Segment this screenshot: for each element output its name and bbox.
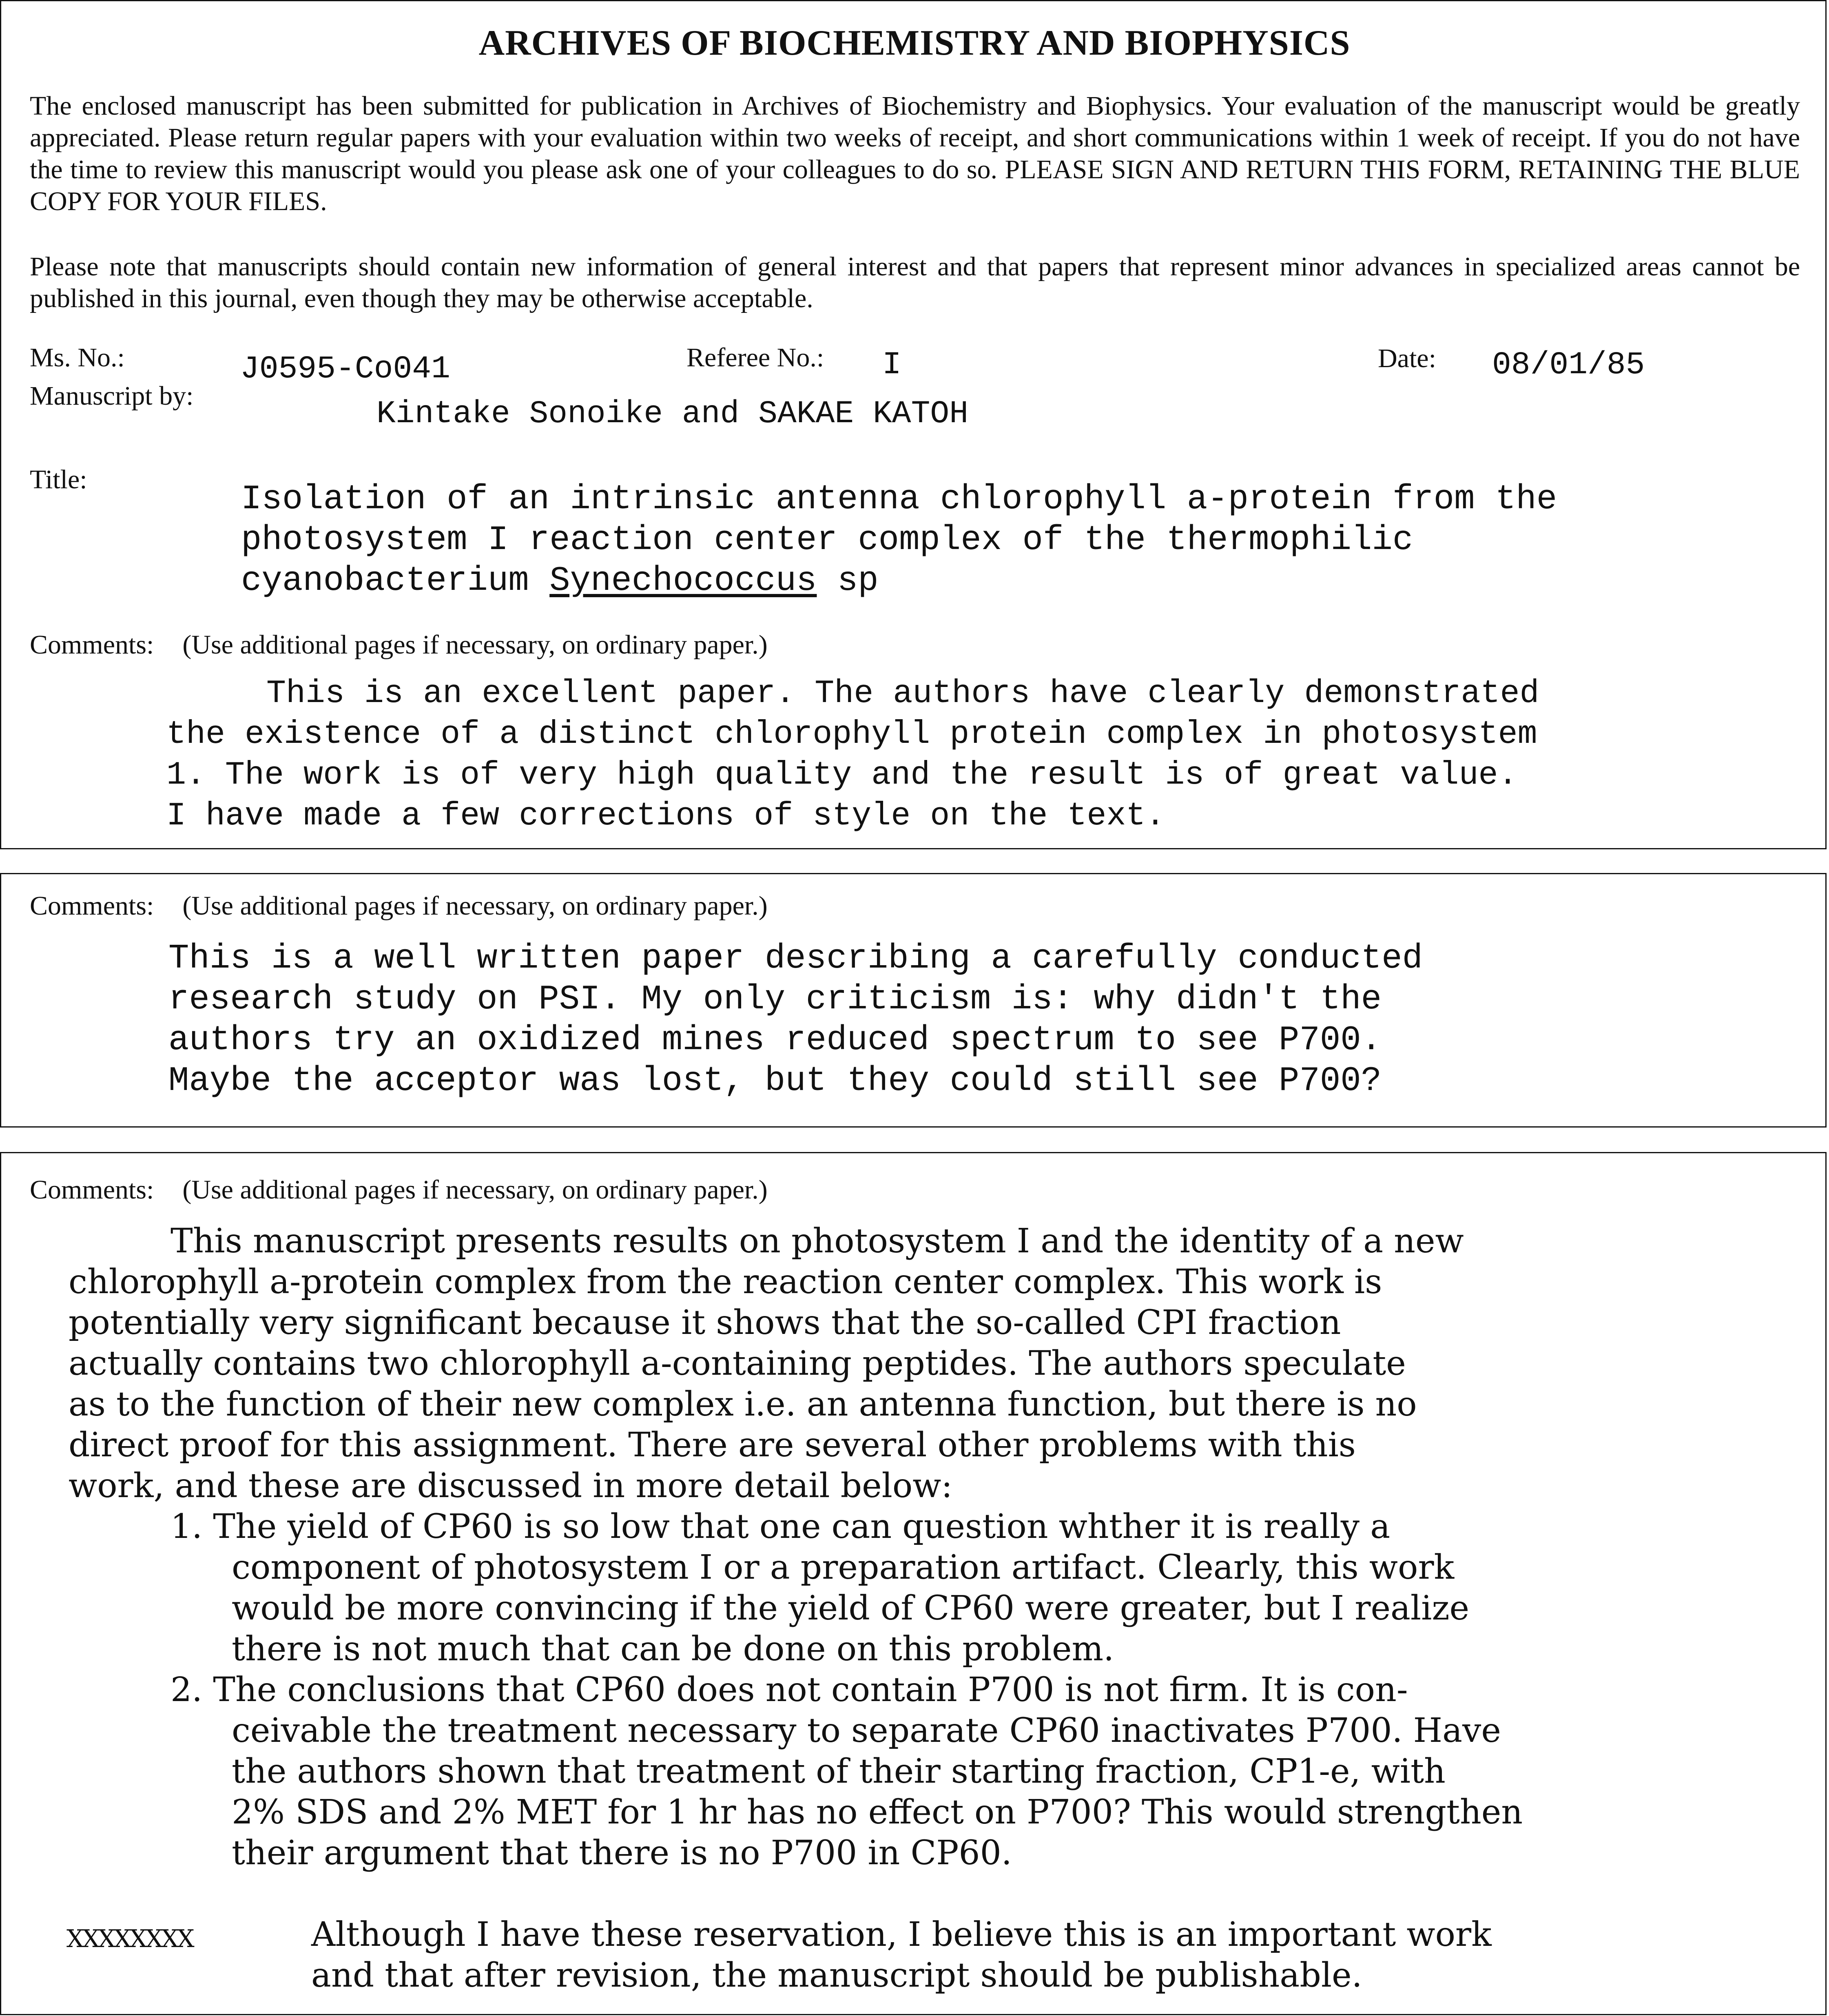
review-3-line: This manuscript presents results on photosystem I and the identity of a new (170, 1222, 1464, 1261)
ms-no-label: Ms. No.: (30, 343, 125, 372)
instructions-paragraph: The enclosed manuscript has been submitted for publication in Archives of Biochemistry and Biophysics. Your evaluation of the manuscript would be greatly appreciated. Please return regular papers with your evaluation within two weeks of receipt, and short communications within 1 week of receipt. If you do not have the time to review this manuscript would you please ask one of your colleagues to do so. PLEASE SIGN AND RETURN THIS FORM, RETAINING THE BLUE COPY FOR YOUR FILES. (30, 91, 1800, 216)
comments-hint: (Use additional pages if necessary, on ordinary paper.) (182, 891, 768, 921)
review-3-line: chlorophyll a-protein complex from the reaction center complex. This work is (69, 1263, 1382, 1301)
comments-hint: (Use additional pages if necessary, on ordinary paper.) (182, 1175, 768, 1205)
review-form-box (0, 0, 1827, 849)
review-3-line: direct proof for this assignment. There are several other problems with this (69, 1426, 1356, 1464)
manuscript-title (241, 479, 1557, 602)
comments-header-1 (30, 629, 768, 660)
review-3-line: ceivable the treatment necessary to separate CP60 inactivates P700. Have (232, 1711, 1501, 1750)
comments-hint: (Use additional pages if necessary, on ordinary paper.) (182, 630, 768, 660)
review-3-intro (69, 1221, 1464, 1506)
review-3-line: would be more convincing if the yield of CP60 were greater, but I realize (232, 1589, 1470, 1628)
review-3-line: potentially very significant because it shows that the so-called CPI fraction (69, 1303, 1341, 1342)
review-2-box (0, 873, 1827, 1128)
title-line-3 (241, 561, 1557, 602)
review-3-line: 2% SDS and 2% MET for 1 hr has no effect on P700? This would strengthen (232, 1793, 1523, 1832)
title-line-3-post: sp (837, 562, 879, 600)
review-3-line: and that after revision, the manuscript should be publishable. (311, 1956, 1362, 1995)
referee-no-value: I (882, 347, 901, 383)
review-3-line: as to the function of their new complex i.e. an antenna function, but there is no (69, 1385, 1417, 1424)
review-3-line: the authors shown that treatment of their starting fraction, CP1-e, with (232, 1752, 1446, 1791)
review-3-line: Although I have these reservation, I believe this is an important work (311, 1915, 1492, 1954)
date-label: Date: (1378, 343, 1436, 373)
review-3-line: work, and these are discussed in more detail below: (69, 1467, 953, 1505)
title-label: Title: (30, 465, 87, 494)
title-line-1: Isolation of an intrinsic antenna chlorophyll a-protein from the (241, 480, 1557, 519)
review-1-line: This is an excellent paper. The authors have clearly demonstrated (266, 675, 1539, 712)
comments-label: Comments: (30, 1175, 154, 1205)
review-3-line: their argument that there is no P700 in CP60. (232, 1834, 1012, 1872)
review-3-point-2 (170, 1670, 1523, 1874)
journal-title: ARCHIVES OF BIOCHEMISTRY AND BIOPHYSICS (478, 23, 1351, 63)
title-line-2: photosystem I reaction center complex of the thermophilic (241, 521, 1413, 560)
review-2-text (168, 939, 1423, 1102)
review-3-line: there is not much that can be done on this problem. (232, 1630, 1114, 1668)
review-3-closing (311, 1914, 1492, 1996)
review-3-line: component of photosystem I or a preparation artifact. Clearly, this work (232, 1548, 1455, 1587)
review-3-line: 2. The conclusions that CP60 does not contain P700 is not firm. It is con- (170, 1670, 1408, 1709)
review-2-line: authors try an oxidized mines reduced spectrum to see P700. (168, 1021, 1382, 1060)
review-2-line: This is a well written paper describing a carefully conducted (168, 939, 1423, 978)
comments-label: Comments: (30, 891, 154, 921)
comments-header-2 (30, 891, 768, 922)
date-value: 08/01/85 (1492, 347, 1645, 383)
review-1-text (166, 673, 1539, 837)
title-genus: Synechococcus (549, 562, 817, 600)
review-3-box (0, 1152, 1827, 2015)
comments-label: Comments: (30, 630, 154, 660)
policy-note-paragraph: Please note that manuscripts should contain new information of general interest and that papers that represent minor advances in specialized areas cannot be published in this journal, even though they may be otherwise acceptable. (30, 252, 1800, 313)
review-3-line: 1. The yield of CP60 is so low that one can question whther it is really a (170, 1507, 1391, 1546)
review-1-line: 1. The work is of very high quality and the result is of great value. (166, 757, 1518, 794)
review-1-line: the existence of a distinct chlorophyll protein complex in photosystem (166, 716, 1537, 753)
review-2-line: Maybe the acceptor was lost, but they could still see P700? (168, 1062, 1382, 1101)
authors-value: Kintake Sonoike and SAKAE KATOH (376, 396, 969, 432)
title-line-3-pre: cyanobacterium (241, 562, 529, 600)
review-1-line: I have made a few corrections of style on the text. (166, 798, 1165, 835)
referee-no-label: Referee No.: (686, 343, 824, 372)
manuscript-by-label: Manuscript by: (30, 381, 194, 411)
ms-no-value: J0595-Co041 (240, 351, 450, 387)
review-3-line: actually contains two chlorophyll a-containing peptides. The authors speculate (69, 1344, 1406, 1383)
comments-header-3 (30, 1174, 768, 1205)
review-3-point-1 (170, 1506, 1469, 1670)
review-2-line: research study on PSI. My only criticism is: why didn't the (168, 980, 1382, 1019)
struck-out-mark: XXXXXXXX (66, 1925, 193, 1953)
